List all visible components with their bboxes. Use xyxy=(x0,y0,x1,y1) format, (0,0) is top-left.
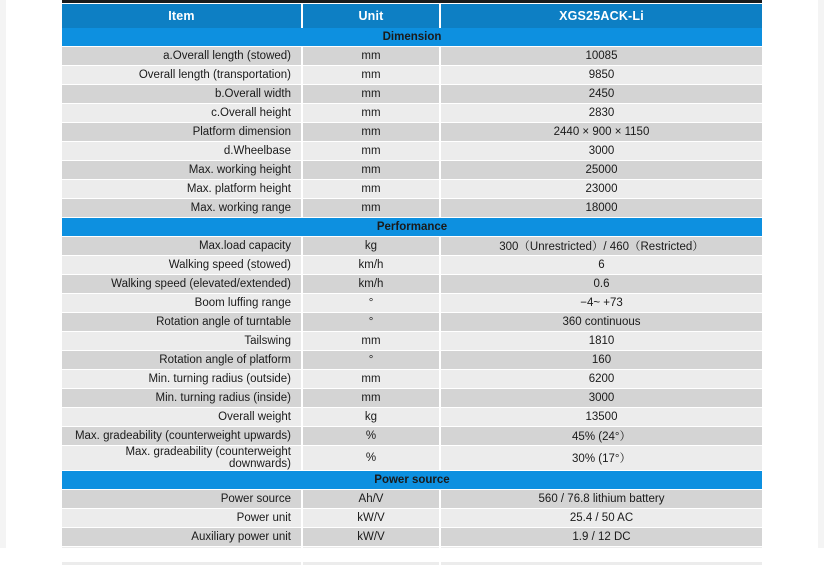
cell-item: Max. working range xyxy=(62,199,302,218)
table-header-row xyxy=(62,4,762,28)
cell-value: 560 / 76.8 lithium battery xyxy=(440,490,762,509)
cell-item: Min. turning radius (inside) xyxy=(62,389,302,408)
cell-unit: mm xyxy=(302,123,440,142)
cell-item: Power source xyxy=(62,490,302,509)
table-row xyxy=(62,294,762,313)
table-row xyxy=(62,313,762,332)
table-row xyxy=(62,199,762,218)
section-header-row xyxy=(62,471,762,490)
cell-item: d.Wheelbase xyxy=(62,142,302,161)
table-row xyxy=(62,123,762,142)
cell-value: 160 xyxy=(440,351,762,370)
cell-value: 30% (17°） xyxy=(440,446,762,471)
cell-item: Walking speed (elevated/extended) xyxy=(62,275,302,294)
cell-unit: mm xyxy=(302,161,440,180)
cell-value: 18000 xyxy=(440,199,762,218)
section-header-row xyxy=(62,218,762,237)
cell-value: 2830 xyxy=(440,104,762,123)
cell-item: Walking speed (stowed) xyxy=(62,256,302,275)
table-row xyxy=(62,161,762,180)
cell-item: Rotation angle of platform xyxy=(62,351,302,370)
cell-unit: Ah/V xyxy=(302,490,440,509)
cell-unit: mm xyxy=(302,104,440,123)
table-row xyxy=(62,237,762,256)
cell-value: 2450 xyxy=(440,85,762,104)
cell-value: 1.9 / 12 DC xyxy=(440,528,762,547)
cell-unit: % xyxy=(302,446,440,471)
page-bottom-margin xyxy=(0,548,824,562)
page-right-margin xyxy=(818,0,824,562)
cell-value: 13500 xyxy=(440,408,762,427)
table-row xyxy=(62,509,762,528)
cell-item: Max. gradeability (counterweight downwards) xyxy=(62,446,302,471)
cell-unit: kg xyxy=(302,237,440,256)
table-row xyxy=(62,351,762,370)
cell-value: 3000 xyxy=(440,389,762,408)
cell-unit: km/h xyxy=(302,275,440,294)
cell-item: Overall length (transportation) xyxy=(62,66,302,85)
table-row xyxy=(62,142,762,161)
specification-table xyxy=(62,4,762,566)
cell-value: 9850 xyxy=(440,66,762,85)
cell-value: 6200 xyxy=(440,370,762,389)
cell-value: 10085 xyxy=(440,47,762,66)
cell-item: Tailswing xyxy=(62,332,302,351)
table-row xyxy=(62,104,762,123)
cell-item: Max. platform height xyxy=(62,180,302,199)
table-row xyxy=(62,528,762,547)
table-row xyxy=(62,275,762,294)
cell-value: 0.6 xyxy=(440,275,762,294)
section-title: Power source xyxy=(62,471,762,490)
column-header-model: XGS25ACK-Li xyxy=(440,4,762,28)
cell-unit: ° xyxy=(302,351,440,370)
table-row xyxy=(62,427,762,446)
cell-unit: mm xyxy=(302,199,440,218)
cell-item: Min. turning radius (outside) xyxy=(62,370,302,389)
page-left-margin xyxy=(0,0,6,562)
cell-unit: mm xyxy=(302,370,440,389)
cell-unit: ° xyxy=(302,294,440,313)
cell-unit: mm xyxy=(302,85,440,104)
cell-value: 3000 xyxy=(440,142,762,161)
cell-unit: kg xyxy=(302,408,440,427)
cell-item: Boom luffing range xyxy=(62,294,302,313)
cell-unit: mm xyxy=(302,180,440,199)
table-row xyxy=(62,408,762,427)
table-header xyxy=(62,4,762,28)
table-row xyxy=(62,256,762,275)
cell-item: Platform dimension xyxy=(62,123,302,142)
cell-item: Auxiliary power unit xyxy=(62,528,302,547)
cell-item: c.Overall height xyxy=(62,104,302,123)
cell-item: Max. gradeability (counterweight upwards) xyxy=(62,427,302,446)
cell-unit: % xyxy=(302,427,440,446)
column-header-unit: Unit xyxy=(302,4,440,28)
cell-item: a.Overall length (stowed) xyxy=(62,47,302,66)
cell-unit: kW/V xyxy=(302,528,440,547)
cell-item: Max. working height xyxy=(62,161,302,180)
cell-item: Rotation angle of turntable xyxy=(62,313,302,332)
cell-value: 23000 xyxy=(440,180,762,199)
cell-value: 360 continuous xyxy=(440,313,762,332)
cell-unit: km/h xyxy=(302,256,440,275)
cell-unit: mm xyxy=(302,332,440,351)
cell-unit: mm xyxy=(302,47,440,66)
section-header-row xyxy=(62,28,762,47)
table-row xyxy=(62,332,762,351)
cell-unit: kW/V xyxy=(302,509,440,528)
table-row xyxy=(62,85,762,104)
cell-item: Power unit xyxy=(62,509,302,528)
cell-value: 25000 xyxy=(440,161,762,180)
column-header-item: Item xyxy=(62,4,302,28)
section-title: Dimension xyxy=(62,28,762,47)
table-row xyxy=(62,47,762,66)
cell-unit: mm xyxy=(302,66,440,85)
cell-unit: mm xyxy=(302,142,440,161)
table-row xyxy=(62,389,762,408)
cell-value: 25.4 / 50 AC xyxy=(440,509,762,528)
table-row xyxy=(62,446,762,471)
cell-value: 300（Unrestricted）/ 460（Restricted） xyxy=(440,237,762,256)
table-row xyxy=(62,490,762,509)
table-row xyxy=(62,66,762,85)
table-row xyxy=(62,370,762,389)
cell-value: −4~ +73 xyxy=(440,294,762,313)
cell-value: 45% (24°） xyxy=(440,427,762,446)
cell-value: 1810 xyxy=(440,332,762,351)
section-title: Performance xyxy=(62,218,762,237)
table-row xyxy=(62,180,762,199)
cell-item: Max.load capacity xyxy=(62,237,302,256)
cell-unit: ° xyxy=(302,313,440,332)
table-body xyxy=(62,28,762,566)
cell-value: 6 xyxy=(440,256,762,275)
cell-item: Overall weight xyxy=(62,408,302,427)
cell-unit: mm xyxy=(302,389,440,408)
cell-value: 2440 × 900 × 1150 xyxy=(440,123,762,142)
cell-item: b.Overall width xyxy=(62,85,302,104)
table-top-rule xyxy=(62,0,762,3)
